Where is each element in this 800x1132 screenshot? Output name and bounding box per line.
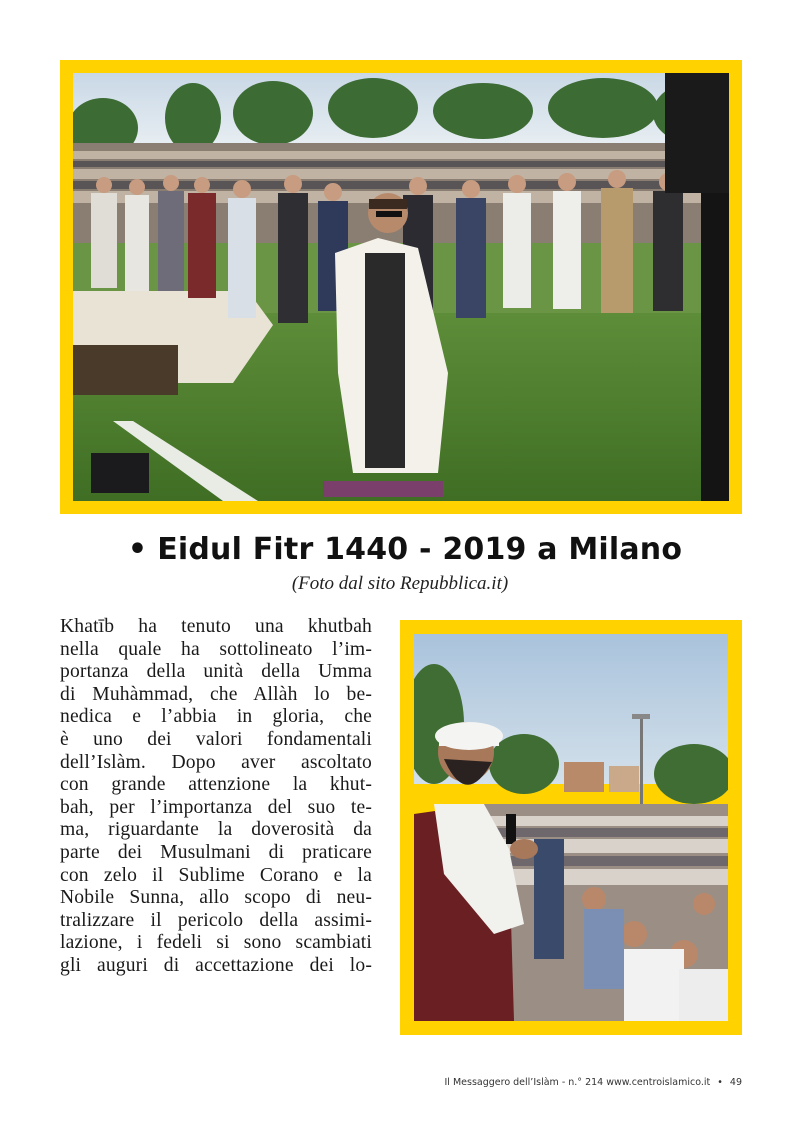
body-line: ma, riguardante la doverosità da [60, 819, 372, 841]
body-line: Nobile Sunna, allo scopo di neu- [60, 887, 372, 909]
headline-bullet: • [127, 532, 148, 567]
page-footer [445, 1077, 743, 1088]
article-headline [0, 532, 800, 567]
photo-frame-top [60, 60, 742, 514]
body-line: tralizzare il pericolo della assimi- [60, 909, 372, 931]
body-line: con zelo il Sublime Corano e la [60, 864, 372, 886]
body-line: di Muhàmmad, che Allàh lo be- [60, 683, 372, 705]
body-line: lazione, i fedeli si sono scambiati [60, 932, 372, 954]
footer-magazine: Il Messaggero dell’Islàm - n.° 214 [444, 1077, 604, 1088]
body-line: Khatīb ha tenuto una khutbah [60, 616, 372, 637]
body-line: portanza della unità della Umma [60, 661, 372, 683]
photo-speaker-crowd [414, 634, 728, 1021]
photo-frame-side [400, 620, 742, 1035]
body-line: nella quale ha sottolineato l’im- [60, 638, 372, 660]
photo-illustration-top [73, 73, 729, 501]
photo-caption: (Foto dal sito Repubblica.it) [291, 573, 509, 594]
photo-illustration-side [414, 634, 728, 1021]
body-line: bah, per l’importanza del suo te- [60, 796, 372, 818]
headline-text: Eidul Fitr 1440 - 2019 a Milano [157, 532, 683, 567]
article-body [60, 616, 372, 978]
footer-website: www.centroislamico.it [606, 1077, 711, 1088]
body-line: è uno dei valori fondamentali [60, 728, 372, 750]
footer-bullet: • [717, 1077, 723, 1088]
photo-imam-prayer-crowd [73, 73, 729, 501]
body-line: parte dei Musulmani di praticare [60, 841, 372, 863]
page-number: 49 [729, 1077, 742, 1088]
body-line: con grande attenzione la khut- [60, 774, 372, 796]
body-line: nedica e l’abbia in gloria, che [60, 706, 372, 728]
body-line: gli auguri di accettazione dei lo- [60, 954, 372, 976]
body-line: dell’Islàm. Dopo aver ascoltato [60, 751, 372, 773]
